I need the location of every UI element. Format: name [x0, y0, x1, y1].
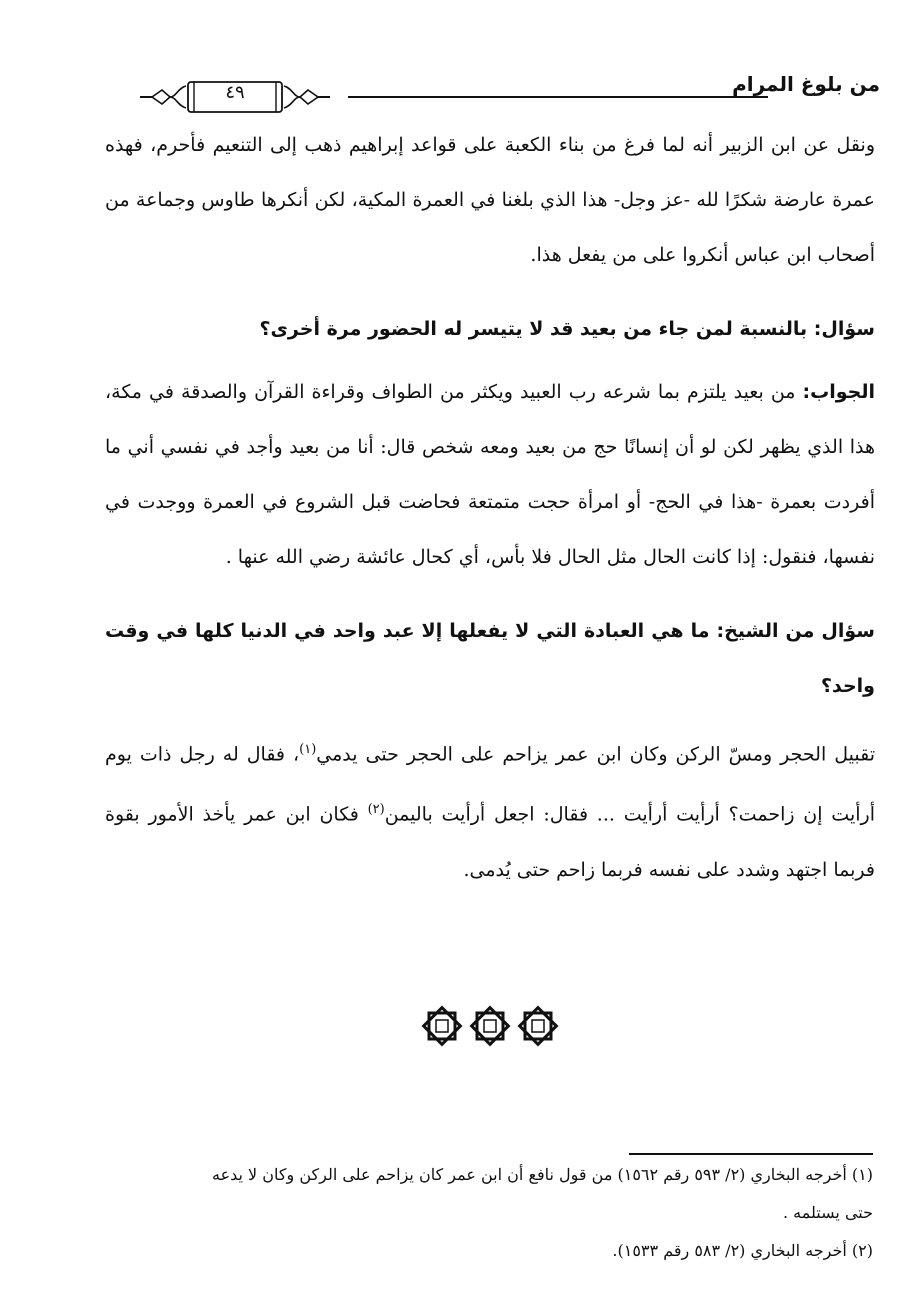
eight-point-star-icon: [520, 1008, 557, 1045]
answer-text-2a: تقبيل الحجر ومسّ الركن وكان ابن عمر يزاحم على الحجر حتى يدمي: [316, 743, 875, 766]
header-rule: [348, 96, 768, 98]
paragraph-intro: ونقل عن ابن الزبير أنه لما فرغ من بناء الكعبة على قواعد إبراهيم ذهب إلى التنعيم فأحرم، فهذه عمرة عارضة شكرًا لله -عز وجل- هذا الذي بلغنا في العمرة المكية، لكن أنكرها طاوس وجماعة من أصحاب ابن عباس أنكروا على من يفعل هذا.: [105, 134, 875, 266]
answer-paragraph-1: [105, 365, 875, 585]
answer-text-2c: فكان ابن عمر يأخذ الأمور بقوة فربما اجتهد وشدد على نفسه فربما زاحم حتى يُدمى.: [105, 803, 875, 881]
running-title: من بلوغ المرام: [732, 72, 880, 96]
answer-label: الجواب:: [802, 381, 875, 403]
answer-text-1: من بعيد يلتزم بما شرعه رب العبيد ويكثر من الطواف وقراءة القرآن والصدقة في مكة، هذا الذي يظهر لكن لو أن إنسانًا حج من بعيد ومعه شخص قال: أنا من بعيد وأجد في نفسي أني ما أفردت بعمرة -هذا في الحج- أو امرأة حجت متمتعة فحاضت قبل الشروع في العمرة ووجدت في نفسها، فنقول: إذا كانت الحال مثل الحال فلا بأس، أي كحال عائشة رضي الله عنها .: [105, 381, 875, 568]
answer-text-2b: ، فقال له رجل ذات يوم أرأيت إن زاحمت؟ أرأيت أرأيت ... فقال: اجعل أرأيت باليمن: [105, 743, 875, 826]
eight-point-star-icon: [472, 1008, 509, 1045]
footnote-separator: [629, 1153, 873, 1155]
question-heading-1: سؤال: بالنسبة لمن جاء من بعيد قد لا يتيسر له الحضور مرة أخرى؟: [259, 318, 875, 340]
page-header: [100, 70, 880, 112]
answer-paragraph-2: [105, 722, 875, 898]
footnote-ref-2[interactable]: (٢): [367, 802, 385, 818]
footnote-1-continuation: حتى يستلمه .: [783, 1203, 873, 1222]
footnotes: [73, 1156, 873, 1270]
page-number: ٤٩: [225, 82, 245, 103]
page-number-frame: [140, 76, 330, 114]
page-body: [105, 118, 875, 898]
footnote-ref-1[interactable]: (١): [299, 742, 317, 757]
section-ornament: [420, 1003, 560, 1049]
footnote-2: (٢) أخرجه البخاري (٢/ ٥٨٣ رقم ١٥٣٣).: [612, 1241, 873, 1260]
eight-point-star-icon: [424, 1008, 461, 1045]
question-heading-2: سؤال من الشيخ: ما هي العبادة التي لا يفعلها إلا عبد واحد في الدنيا كلها في وقت واحد؟: [105, 620, 875, 697]
footnote-1: (١) أخرجه البخاري (٢/ ٥٩٣ رقم ١٥٦٢) من قول نافع أن ابن عمر كان يزاحم على الركن وكان لا يدعه: [211, 1165, 873, 1184]
